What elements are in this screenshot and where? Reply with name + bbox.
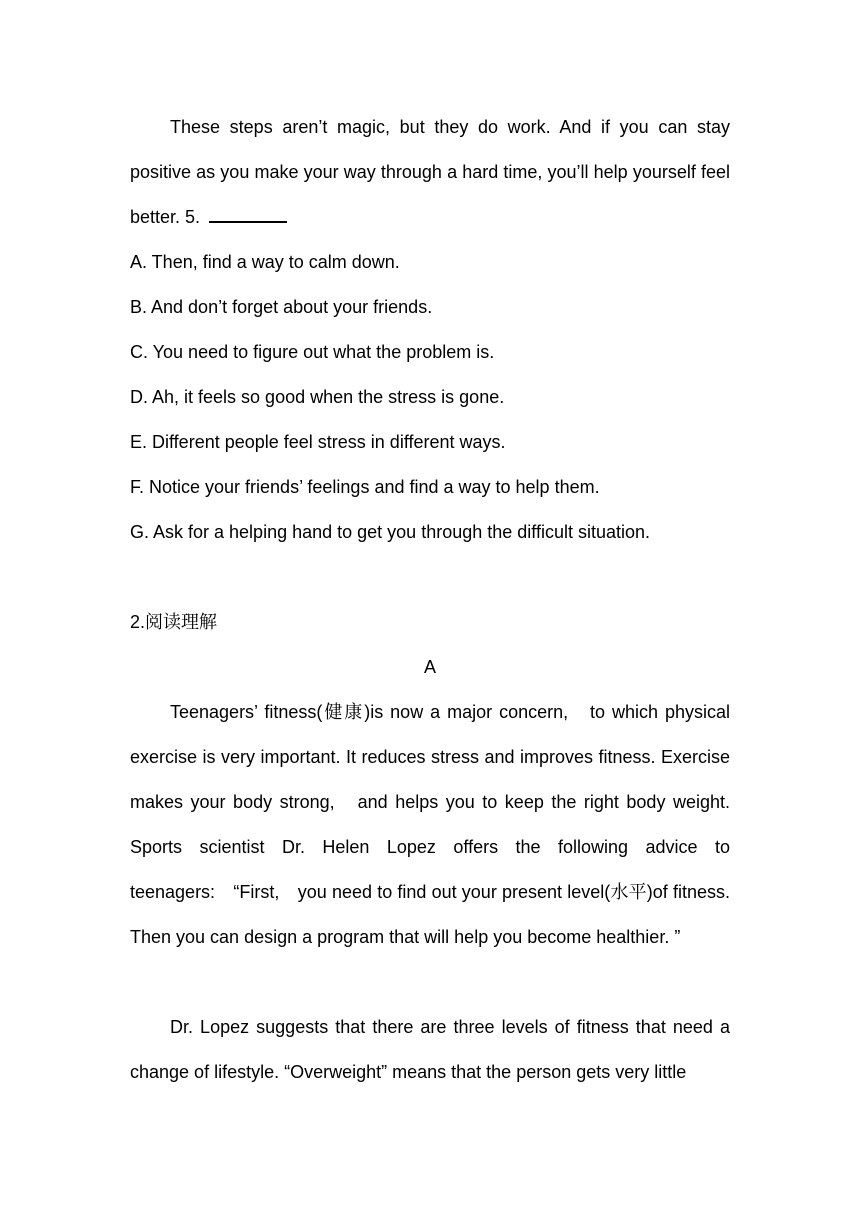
fitness-paragraph — [130, 690, 730, 960]
lopez-paragraph — [130, 1005, 730, 1095]
option-e: E. Different people feel stress in different ways. — [130, 432, 506, 452]
options-list — [130, 240, 730, 555]
option-b: B. And don’t forget about your friends. — [130, 297, 433, 317]
answer-blank-5 — [209, 201, 287, 223]
steps-paragraph-text: These steps aren’t magic, but they do work. And if you can stay positive as you make your way through a hard time, you’ll help yourself feel better. 5. — [130, 117, 730, 227]
fitness-paragraph-text: Teenagers’ fitness(健康)is now a major concern, to which physical exercise is very important. It reduces stress and improves fitness. Exercise makes your body strong, and helps you to keep the right body weight. Sports scientist Dr. Helen Lopez offers the following advice to teenagers: “First, you need to find out your present level(水平)of fitness. Then you can design a program that will help you become healthier. ” — [130, 702, 730, 947]
option-c: C. You need to figure out what the problem is. — [130, 342, 495, 362]
option-f: F. Notice your friends’ feelings and find a way to help them. — [130, 477, 600, 497]
option-g: G. Ask for a helping hand to get you through the difficult situation. — [130, 522, 651, 542]
steps-paragraph — [130, 105, 730, 240]
passage-label: A — [423, 657, 436, 677]
option-d: D. Ah, it feels so good when the stress is gone. — [130, 387, 505, 407]
section-heading: 2.阅读理解 — [130, 612, 218, 632]
lopez-paragraph-text: Dr. Lopez suggests that there are three levels of fitness that need a change of lifestyle. “Overweight” means that the person gets very little — [130, 1017, 730, 1082]
option-a: A. Then, find a way to calm down. — [130, 252, 400, 272]
